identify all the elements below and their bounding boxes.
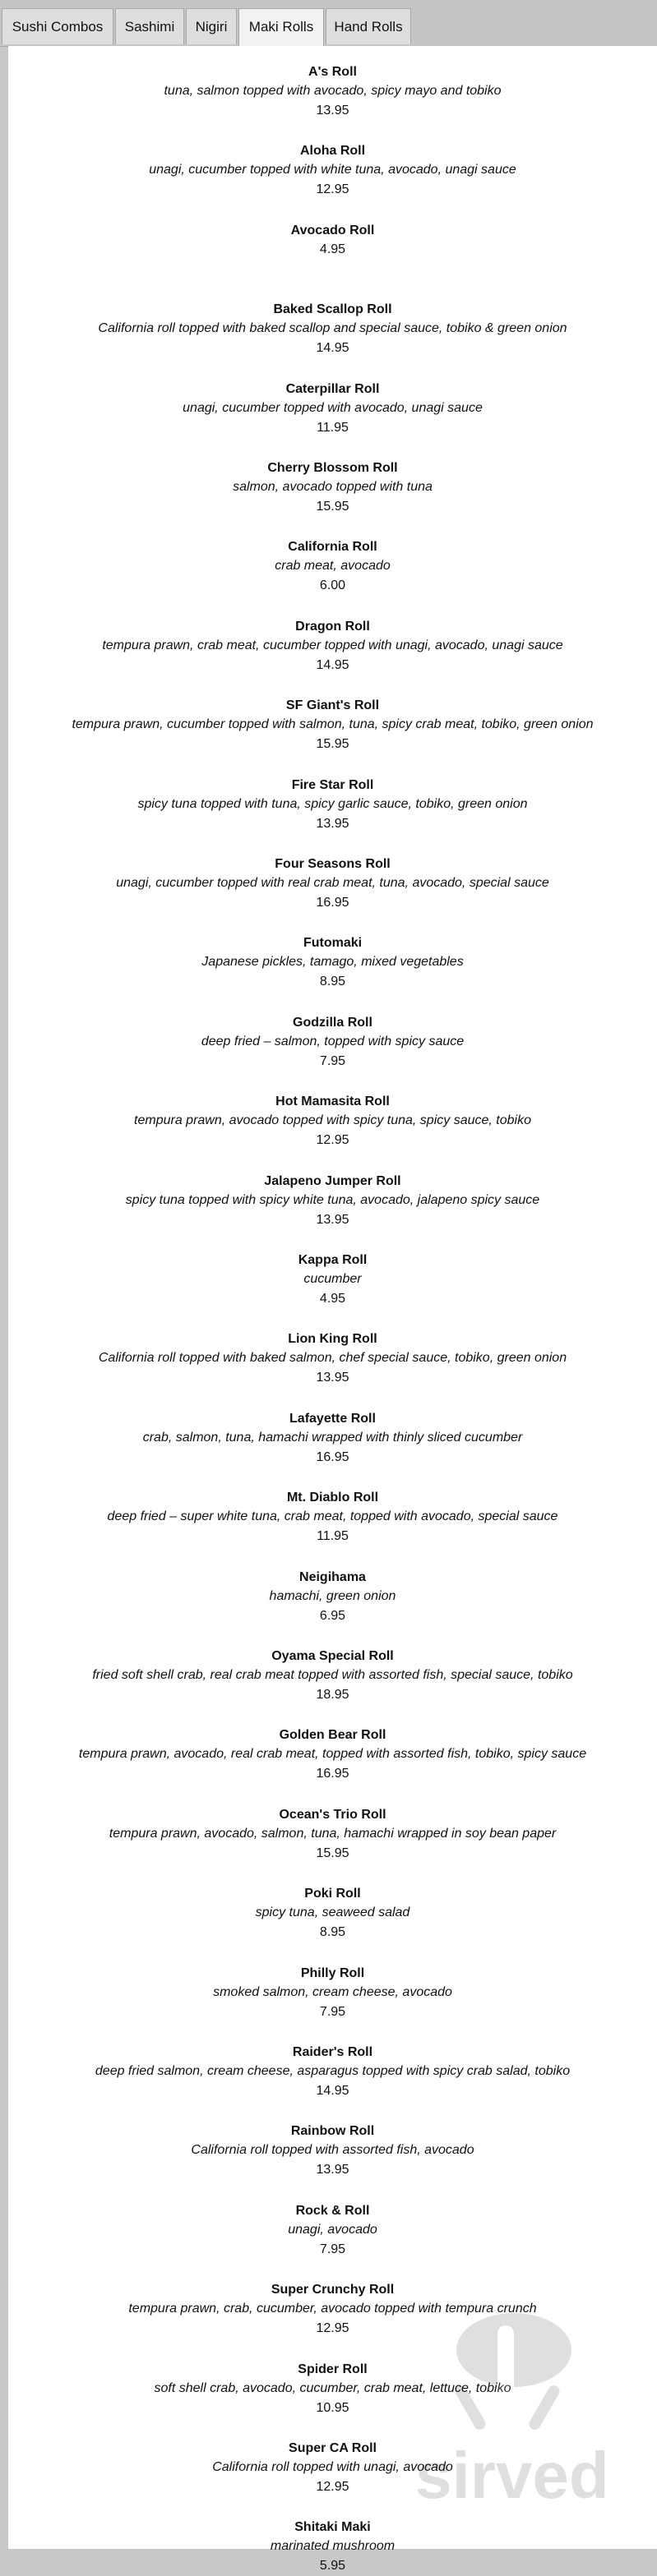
menu-item <box>8 538 657 596</box>
menu-item-price: 12.95 <box>316 2321 349 2335</box>
menu-item-description: tempura prawn, crab meat, cucumber topped with unagi, avocado, unagi sauce <box>102 638 563 652</box>
menu-item-price: 14.95 <box>316 2084 349 2098</box>
menu-item-price: 11.95 <box>317 421 349 435</box>
menu-item <box>8 1569 657 1626</box>
menu-item <box>8 2122 657 2180</box>
menu-item-name: Four Seasons Roll <box>275 857 391 871</box>
menu-item-price: 16.95 <box>316 896 349 910</box>
tab-hand-rolls[interactable]: Hand Rolls <box>326 8 411 44</box>
menu-item-name: Golden Bear Roll <box>279 1728 386 1742</box>
menu-item <box>8 1726 657 1784</box>
menu-item <box>8 2440 657 2497</box>
menu-item-description: spicy tuna topped with tuna, spicy garlic sauce, tobiko, green onion <box>137 797 528 811</box>
menu-item <box>8 1173 657 1230</box>
menu-item-name: Fire Star Roll <box>291 778 374 792</box>
menu-item-description: California roll topped with baked scallop and special sauce, tobiko & green onion <box>98 321 567 335</box>
menu-item-name: Rock & Roll <box>295 2204 370 2218</box>
menu-item <box>8 301 657 358</box>
menu-item-name: Shitaki Maki <box>294 2520 371 2534</box>
tab-sushi-combos[interactable]: Sushi Combos <box>2 8 113 44</box>
menu-item-name: Lion King Roll <box>288 1332 377 1346</box>
menu-item-price: 16.95 <box>316 1767 349 1781</box>
menu-item-description: cucumber <box>303 1272 362 1286</box>
menu-item <box>8 1251 657 1309</box>
menu-item <box>8 934 657 992</box>
menu-item-price: 15.95 <box>316 500 349 514</box>
menu-item-price: 7.95 <box>319 2005 346 2019</box>
menu-item-price: 7.95 <box>319 2242 346 2256</box>
menu-item-name: Spider Roll <box>298 2362 368 2376</box>
menu-item-description: unagi, avocado <box>288 2223 377 2237</box>
menu-item-price: 13.95 <box>316 2163 349 2177</box>
tab-sashimi[interactable]: Sashimi <box>115 8 184 44</box>
menu-item-description: spicy tuna topped with spicy white tuna, avocado, jalapeno spicy sauce <box>125 1193 540 1207</box>
menu-item <box>8 2202 657 2260</box>
menu-item-price: 12.95 <box>316 182 349 196</box>
tab-maki-rolls[interactable]: Maki Rolls <box>238 8 324 46</box>
menu-item <box>8 1647 657 1705</box>
menu-item-name: Kappa Roll <box>298 1253 368 1267</box>
menu-item-name: Oyama Special Roll <box>271 1649 394 1663</box>
menu-item-name: Neigihama <box>299 1570 366 1584</box>
menu-item-description: unagi, cucumber topped with real crab meat, tuna, avocado, special sauce <box>116 876 549 890</box>
menu-item-name: Jalapeno Jumper Roll <box>264 1174 401 1188</box>
menu-item-name: Mt. Diablo Roll <box>286 1491 379 1505</box>
menu-item-name: Baked Scallop Roll <box>273 302 392 316</box>
menu-item <box>8 2361 657 2418</box>
menu-item <box>8 380 657 438</box>
menu-item-name: Poki Roll <box>304 1887 361 1901</box>
menu-item-name: California Roll <box>288 540 377 554</box>
menu-item-name: Caterpillar Roll <box>285 382 380 396</box>
menu-item-price: 18.95 <box>316 1688 349 1702</box>
menu-item <box>8 1965 657 2022</box>
menu-item-name: A's Roll <box>308 65 357 79</box>
menu-item-name: Lafayette Roll <box>289 1412 376 1426</box>
menu-item-price: 13.95 <box>316 1213 349 1227</box>
menu-item <box>8 2044 657 2101</box>
menu-item-name: Futomaki <box>303 936 363 950</box>
menu-item-description: deep fried – salmon, topped with spicy sauce <box>201 1035 465 1048</box>
menu-item-description: marinated mushroom <box>270 2539 396 2553</box>
menu-item-name: Super CA Roll <box>289 2441 377 2455</box>
menu-item-description: tempura prawn, avocado, salmon, tuna, hamachi wrapped in soy bean paper <box>109 1827 557 1841</box>
menu-item-name: Dragon Roll <box>295 620 370 634</box>
menu-item-name: Ocean's Trio Roll <box>279 1808 386 1822</box>
menu-item-description: California roll topped with assorted fish, avocado <box>191 2143 474 2157</box>
menu-item <box>8 618 657 675</box>
menu-item-description: tempura prawn, crab, cucumber, avocado topped with tempura crunch <box>128 2302 537 2316</box>
menu-item-price: 15.95 <box>316 1846 349 1860</box>
menu-item-description: Japanese pickles, tamago, mixed vegetables <box>201 955 464 969</box>
menu-item-description: crab, salmon, tuna, hamachi wrapped with thinly sliced cucumber <box>142 1431 523 1445</box>
menu-item-description: tempura prawn, avocado, real crab meat, topped with assorted fish, tobiko, spicy sauce <box>78 1747 587 1761</box>
menu-item-description: deep fried salmon, cream cheese, asparagus topped with spicy crab salad, tobiko <box>95 2064 571 2078</box>
menu-item-name: Cherry Blossom Roll <box>267 461 398 475</box>
menu-item-list <box>8 46 657 2573</box>
menu-item-name: Avocado Roll <box>290 223 375 237</box>
menu-item-description: deep fried – super white tuna, crab meat, topped with avocado, special sauce <box>107 1509 558 1523</box>
menu-item-price: 13.95 <box>316 817 349 831</box>
menu-item-price: 8.95 <box>319 1925 346 1939</box>
menu-item-price: 12.95 <box>316 1133 349 1147</box>
menu-item-price: 13.95 <box>316 104 349 118</box>
menu-item-description: unagi, cucumber topped with avocado, unagi sauce <box>183 401 483 415</box>
menu-item <box>8 1489 657 1546</box>
menu-item-description: tuna, salmon topped with avocado, spicy mayo and tobiko <box>164 84 502 98</box>
menu-item-price: 6.95 <box>319 1609 346 1623</box>
menu-item <box>8 1093 657 1150</box>
menu-item <box>8 2281 657 2339</box>
menu-item-description: smoked salmon, cream cheese, avocado <box>213 1985 452 1999</box>
menu-item-price: 6.00 <box>319 578 346 592</box>
menu-item-description: tempura prawn, avocado topped with spicy tuna, spicy sauce, tobiko <box>134 1113 531 1127</box>
menu-item-price: 5.95 <box>319 2559 346 2573</box>
menu-item <box>8 2518 657 2576</box>
menu-item <box>8 1330 657 1388</box>
menu-item-name: SF Giant's Roll <box>285 698 380 712</box>
tab-nigiri[interactable]: Nigiri <box>186 8 237 44</box>
menu-item <box>8 1014 657 1071</box>
menu-item-price: 4.95 <box>319 242 346 256</box>
menu-item <box>8 1410 657 1468</box>
menu-item <box>8 1806 657 1864</box>
menu-item <box>8 776 657 834</box>
menu-item-price: 16.95 <box>316 1450 349 1464</box>
menu-item <box>8 459 657 517</box>
menu-item-price: 4.95 <box>319 1292 346 1306</box>
menu-item-description: soft shell crab, avocado, cucumber, crab meat, lettuce, tobiko <box>154 2381 511 2395</box>
menu-item-description: unagi, cucumber topped with white tuna, avocado, unagi sauce <box>149 163 516 177</box>
menu-item-description: California roll topped with unagi, avocado <box>212 2460 453 2474</box>
menu-item-price: 13.95 <box>316 1371 349 1385</box>
menu-item <box>8 697 657 754</box>
menu-item-name: Raider's Roll <box>292 2045 373 2059</box>
menu-item-name: Aloha Roll <box>299 144 366 158</box>
menu-item-name: Super Crunchy Roll <box>271 2283 395 2297</box>
menu-item-price: 11.95 <box>317 1529 349 1543</box>
menu-item-description: fried soft shell crab, real crab meat topped with assorted fish, special sauce, tobiko <box>92 1668 573 1682</box>
menu-item-price: 8.95 <box>319 975 346 988</box>
menu-item <box>8 855 657 913</box>
menu-item-price: 14.95 <box>316 658 349 672</box>
menu-item-price: 14.95 <box>316 341 349 355</box>
menu-item-name: Hot Mamasita Roll <box>275 1094 390 1108</box>
menu-item-description: crab meat, avocado <box>275 559 391 573</box>
menu-item <box>8 142 657 200</box>
category-tab-bar <box>0 0 657 47</box>
menu-item-price: 15.95 <box>316 737 349 751</box>
menu-item-name: Godzilla Roll <box>293 1016 372 1030</box>
menu-item-price: 12.95 <box>316 2480 349 2494</box>
menu-item-description: tempura prawn, cucumber topped with salmon, tuna, spicy crab meat, tobiko, green onion <box>72 717 594 731</box>
menu-item-description: spicy tuna, seaweed salad <box>255 1906 410 1919</box>
menu-item-name: Philly Roll <box>300 1966 365 1980</box>
menu-item-price: 10.95 <box>316 2401 349 2415</box>
menu-item-description: salmon, avocado topped with tuna <box>233 480 433 494</box>
menu-item-description: hamachi, green onion <box>269 1589 396 1603</box>
menu-item-price: 7.95 <box>319 1054 346 1068</box>
menu-item-name: Rainbow Roll <box>290 2124 375 2138</box>
menu-item <box>8 1885 657 1942</box>
menu-item-description: California roll topped with baked salmon, chef special sauce, tobiko, green onion <box>98 1351 567 1365</box>
menu-item <box>8 63 657 121</box>
menu-item <box>8 222 657 260</box>
